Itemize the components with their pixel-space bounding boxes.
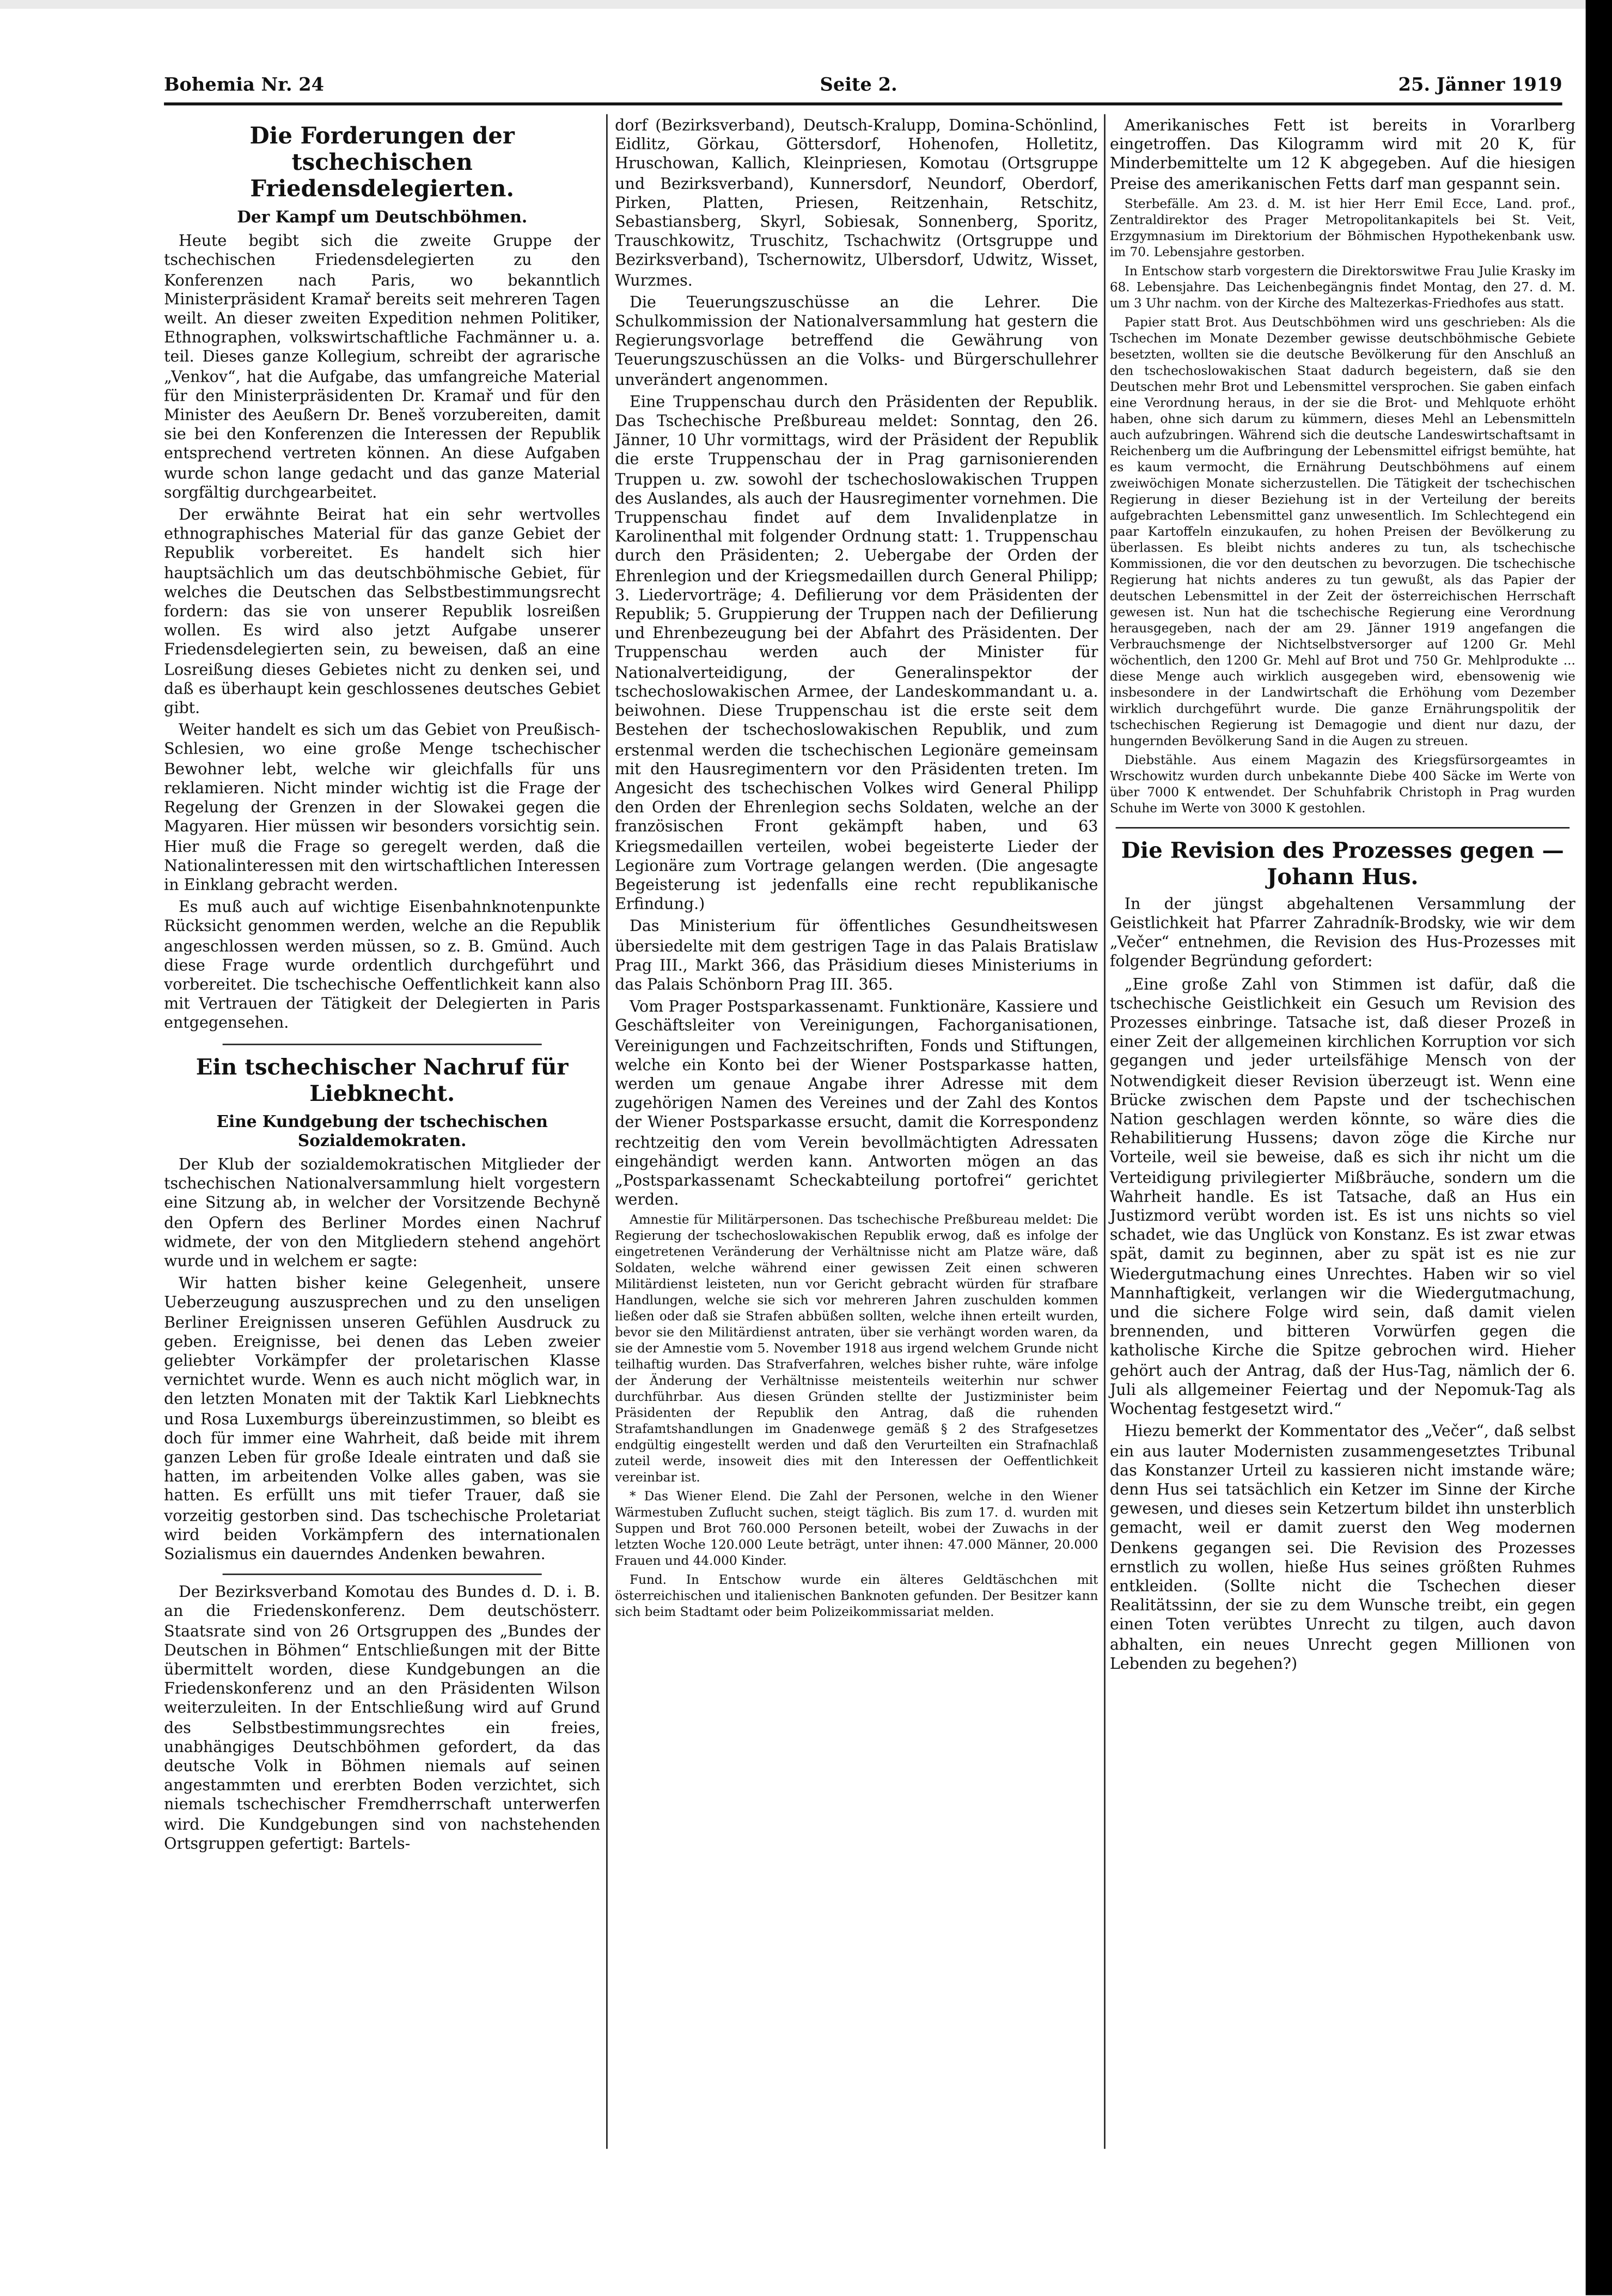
paragraph: Der Klub der sozialdemokratischen Mitglieder der tschechischen Nationalversammlung hielt vorgestern eine Sitzung ab, in welcher der Vorsitzende Bechyně den Opfern des Berliner Mordes einen Nachruf widmete, der von den Mitgliedern stehend angehört wurde und in welchem er sagte:	[164, 1156, 601, 1271]
small-paragraph: * Das Wiener Elend. Die Zahl der Personen, welche in den Wiener Wärmestuben Zuflucht suchen, steigt täglich. Bis zum 17. d. wurden mit Suppen und Brot 760.000 Personen beteilt, wobei der Zuwachs in der letzten Woche 120.000 Leute beträgt, unter ihnen: 47.000 Männer, 20.000 Frauen und 44.000 Kinder.	[615, 1490, 1098, 1570]
small-paragraph: In Entschow starb vorgestern die Direktorswitwe Frau Julie Krasky im 68. Lebensjahre. Das Leichenbegängnis findet Montag, den 27. d. M. um 3 Uhr nachm. von der Kirche des Maltezerkas-Friedhofes aus statt.	[1109, 265, 1576, 312]
paragraph: Eine Truppenschau durch den Präsidenten der Republik. Das Tschechische Preßbureau meldet: Sonntag, den 26. Jänner, 10 Uhr vormittags, wird der Präsident der Republik die erste Truppenschau der in Prag garnisonierenden Truppen u. zw. sowohl der tschechoslowakischen Truppen des Auslandes, als auch der Hausregimenter vornehmen. Die Truppenschau findet auf dem Invalidenplatze in Karolinenthal mit folgender Ordnung statt: 1. Truppenschau durch den Präsidenten; 2. Uebergabe der Orden der Ehrenlegion und der Kriegsmedaillen durch General Philipp; 3. Liedervorträge; 4. Defilierung vor dem Präsidenten der Republik; 5. Gruppierung der Truppen nach der Defilierung und Ehrenbezeugung bei der Abfahrt des Präsidenten. Der Truppenschau werden auch der Minister für Nationalverteidigung, der Generalinspektor der tschechoslowakischen Armee, der Landeskommandant u. a. beiwohnen. Diese Truppenschau ist die erste seit dem Bestehen der tschechoslowakischen Republik, und zum erstenmal werden die tschechischen Legionäre gemeinsam mit den Hausregimentern vor den Präsidenten treten. Im Angesicht des tschechischen Volkes wird General Philipp den Orden der Ehrenlegion sechs Soldaten, welche an der französischen Front gekämpft haben, und 63 Kriegsmedaillen verteilen, wobei begeisterte Lieder der Legionäre zum Vortrage gelangen werden. (Die angesagte Begeisterung ist jedenfalls eine recht republikanische Erfindung.)	[615, 393, 1098, 914]
paragraph: Die Teuerungszuschüsse an die Lehrer. Die Schulkommission der Nationalversammlung hat gestern die Regierungsvorlage betreffend die Gewährung von Teuerungszuschüssen an die Volks- und Bürgerschullehrer unverändert angenommen.	[615, 293, 1098, 389]
column-2	[615, 117, 1098, 1625]
scan-right-border	[1586, 0, 1612, 2295]
small-paragraph: Papier statt Brot. Aus Deutschböhmen wird uns geschrieben: Als die Tschechen im Monate Dezember gewisse deutschböhmische Gebiete besetzten, wollten sie die deutsche Bevölkerung für den Anschluß an den tschechoslowakischen Staat dadurch begeistern, daß sie den Deutschen mehr Brot und Lebensmittel versprochen. Sie gaben einfach eine Verordnung heraus, in der sie die Brot- und Mehlquote erhöht haben, ohne sich darum zu kümmern, dieses Mehl an Lebensmitteln auch aufzubringen. Während sich die deutsche Landeswirtschaftsamt in Reichenberg um die Aufbringung der Lebensmittel eifrigst bemühte, hat es kaum vermocht, die Ernährung Deutschböhmens auf einem zweiwöchigen Monate sicherzustellen. Die Tätigkeit der tschechischen Regierung in dieser Beziehung ist in der Verteilung der bereits aufgebrachten Lebensmittel ganz unwesentlich. Im Schlechtegend ein paar Kartoffeln einzukaufen, zu hohen Preisen der Bevölkerung zu überlassen. Es bleibt nichts anderes zu tun, als tschechische Kommissionen, die vor den deutschen zu bevorzugen. Die tschechische Regierung hat nichts anderes zu tun gewußt, als das Papier der deutschen Lebensmittel in der Zeit der österreichischen Herrschaft gewesen ist. Nun hat die tschechische Regierung eine Verordnung herausgegeben, nach der am 29. Jänner 1919 angefangen die Verbrauchsmenge der Nichtselbstversorger auf 1200 Gr. Mehl wöchentlich, den 1200 Gr. Mehl auf Brot und 750 Gr. Mehlprodukte ... diese Menge auch wirklich ausgegeben wird, ebensowenig wie insbesondere in der Landwirtschaft die Erhöhung vom Dezember wirklich durchgeführt wurde. Die ganze Ernährungspolitik der tschechischen Regierung ist Demagogie und dient nur dazu, der hungernden Bevölkerung Sand in die Augen zu streuen.	[1109, 316, 1576, 750]
paragraph: Amerikanisches Fett ist bereits in Vorarlberg eingetroffen. Das Kilogramm wird mit 20 K, für Minderbemittelte um 12 K abgegeben. Auf die hiesigen Preise des amerikanischen Fetts darf man gespannt sein.	[1109, 117, 1576, 193]
small-paragraph: Diebstähle. Aus einem Magazin des Kriegsfürsorgeamtes in Wrschowitz wurden durch unbekannte Diebe 400 Säcke im Werte von über 7000 K entwendet. Der Schuhfabrik Christoph in Prag wurden Schuhe im Werte von 3000 K gestohlen.	[1109, 754, 1576, 817]
paragraph: „Eine große Zahl von Stimmen ist dafür, daß die tschechische Geistlichkeit ein Gesuch um Revision des Prozesses einbringe. Tatsache ist, daß dieser Prozeß in einer Zeit der allgemeinen kirchlichen Korruption vor sich gegangen und jeder urteilsfähige Mensch von der Notwendigkeit dieser Revision überzeugt ist. Wenn eine Brücke zwischen dem Papste und der tschechischen Nation geschlagen werden könnte, so wäre dies die Rehabilitierung Hussens; davon zöge die Kirche nur Vorteile, weil sie beweise, daß es sich ihr nicht um die Verteidigung privilegierter Mißbräuche, sondern um die Wahrheit handle. Es ist Tatsache, daß an Hus ein Justizmord verübt worden ist. Es ist uns nichts so viel schadet, wie das Unglück von Konstanz. Es ist zwar etwas spät, damit zu beginnen, aber zu spät ist es nie zur Wiedergutmachung eines Unrechtes. Haben wir so viel Mannhaftigkeit, verlangen wir die Wiedergutmachung, und die sichere Folge wird sein, daß damit vielen brennenden, und bitteren Vorwürfen gegen die katholische Kirche die Spitze gebrochen wird. Hieher gehört auch der Antrag, daß der Hus-Tag, nämlich der 6. Juli als allgemeiner Feiertag und der Nepomuk-Tag als Wochentag festgesetzt wird.“	[1109, 976, 1576, 1419]
paragraph: Vom Prager Postsparkassenamt. Funktionäre, Kassiere und Geschäftsleiter von Vereinigungen, Fachorganisationen, Vereinigungen und Fachzeitschriften, Fonds und Stiftungen, welche ein Konto bei der Wiener Postsparkasse hatten, werden um genaue Angabe ihrer Adresse mit dem zugehörigen Namen des Vereines und der Zahl des Kontos der Wiener Postsparkasse ersucht, damit die Korrespondenz rechtzeitig den vom Verein bevollmächtigten Adressaten eingehändigt werden kann. Antworten mögen an das „Postsparkassenamt Scheckabteilung portofrei“ gerichtet werden.	[615, 998, 1098, 1210]
column-divider-1	[606, 114, 608, 2149]
issue-date: 25. Jänner 1919	[1398, 73, 1562, 95]
section-rule	[1116, 826, 1570, 828]
paper-issue: Bohemia Nr. 24	[164, 73, 325, 95]
small-paragraph: Fund. In Entschow wurde ein älteres Geldtäschchen mit österreichischen und italienischen Banknoten gefunden. Der Besitzer kann sich beim Stadtamt oder beim Polizeikommissariat melden.	[615, 1574, 1098, 1621]
article-subtitle-kundgebung: Eine Kundgebung der tschechischen Sozialdemokraten.	[216, 1111, 548, 1150]
paragraph: Der erwähnte Beirat hat ein sehr wertvolles ethnographisches Material für das ganze Gebiet der Republik vorbereitet. Es handelt sich hier hauptsächlich um das deutschböhmische Gebiet, für welches die Deutschen das Selbstbestimmungsrecht fordern: das sie von unserer Republik losreißen wollen. Es wird also jetzt Aufgabe unserer Friedensdelegierten sein, zu beweisen, daß an eine Losreißung dieses Gebietes nicht zu denken sei, und daß es überhaupt kein geschlossenes deutsches Gebiet gibt.	[164, 506, 601, 718]
article-subtitle-kampf: Der Kampf um Deutschböhmen.	[237, 207, 528, 227]
article-title-forderungen: Die Forderungen der tschechischen Friedensdelegierten.	[249, 121, 515, 203]
small-paragraph: Sterbefälle. Am 23. d. M. ist hier Herr Emil Ecce, Land. prof., Zentraldirektor des Prager Metropolitankapitels bei St. Veit, Erzgymnasium im Direktorium der Böhmischen Hypothekenbank usw. im 70. Lebensjahre gestorben.	[1109, 197, 1576, 261]
paragraph: Weiter handelt es sich um das Gebiet von Preußisch-Schlesien, wo eine große Menge tschechischer Bewohner lebt, welche wir gleichfalls für uns reklamieren. Nicht minder wichtig ist die Frage der Regelung der Grenzen in der Slowakei gegen die Magyaren. Hier müssen wir besonders vorsichtig sein. Hier muß die Frage so geregelt werden, daß die Nationalinteressen mit den wirtschaftlichen Interessen in Einklang gebracht werden.	[164, 722, 601, 895]
article-title-liebknecht: Ein tschechischer Nachruf für Liebknecht.	[196, 1053, 569, 1106]
section-rule	[223, 1043, 542, 1045]
article-title-hus: Die Revision des Prozesses gegen — Johann Hus.	[1121, 837, 1564, 890]
page-number: Seite 2.	[820, 73, 897, 95]
column-1	[164, 117, 600, 1858]
section-rule	[223, 1574, 542, 1576]
paragraph: Der Bezirksverband Komotau des Bundes d. D. i. B. an die Friedenskonferenz. Dem deutschösterr. Staatsrate sind von 26 Ortsgruppen des „Bundes der Deutschen in Böhmen“ Entschließungen mit der Bitte übermittelt worden, diese Kundgebungen an die Friedenskonferenz und an den Präsidenten Wilson weiterzuleiten. In der Entschließung wird auf Grund des Selbstbestimmungsrechtes ein freies, unabhängiges Deutschböhmen gefordert, da das deutsche Volk in Böhmen niemals auf seinen angestammten und ererbten Boden verzichtet, sich niemals tschechischer Fremdherrschaft unterwerfen wird. Die Kundgebungen sind von nachstehenden Ortsgruppen gefertigt: Bartels-	[164, 1584, 601, 1853]
paragraph: In der jüngst abgehaltenen Versammlung der Geistlichkeit hat Pfarrer Zahradník-Brodsky, wie wir dem „Večer“ entnehmen, die Revision des Hus-Prozesses mit folgender Begründung gefordert:	[1109, 895, 1576, 971]
small-paragraph: Amnestie für Militärpersonen. Das tschechische Preßbureau meldet: Die Regierung der tschechoslowakischen Republik erwog, daß es infolge der eingetretenen Veränderung der Verhältnisse nicht am Platze wäre, daß Soldaten, welche während einer gewissen Zeit einen schweren Militärdienst leisteten, nun vor Gericht gebracht würden für strafbare Handlungen, welche sie sich vor mehreren Jahren zuschulden kommen ließen oder daß sie Strafen abbüßen sollten, welche ihnen erteilt wurden, bevor sie den Militärdienst antraten, über sie verhängt worden waren, da sie der Amnestie vom 5. November 1918 aus irgend welchem Grunde nicht teilhaftig wurden. Das Strafverfahren, welches bisher ruhte, wäre infolge der Änderung der Verhältnisse meistenteils weiterhin nur schwer durchführbar. Aus diesen Gründen stellte der Justizminister beim Präsidenten der Republik den Antrag, daß die ruhenden Strafamtshandlungen im Gnadenwege gemäß § 2 des Strafgesetzes endgültig eingestellt werden und daß den Verurteilten ein Strafnachlaß zuteil werde, insoweit dies mit den Interessen der Oeffentlichkeit vereinbar ist.	[615, 1214, 1098, 1486]
paragraph: Das Ministerium für öffentliches Gesundheitswesen übersiedelte mit dem gestrigen Tage in das Palais Bratislaw Prag III., Markt 366, das Präsidium dieses Ministeriums in das Palais Schönborn Prag III. 365.	[615, 918, 1098, 994]
header-rule	[164, 102, 1562, 105]
paragraph: Wir hatten bisher keine Gelegenheit, unsere Ueberzeugung auszusprechen und zu den unseligen Berliner Ereignissen unseren Gefühlen Ausdruck zu geben. Ereignisse, bei denen das Leben zweier geliebter Vorkämpfer der proletarischen Klasse vernichtet wurde. Wenn es auch nicht möglich war, in den letzten Monaten mit der Taktik Karl Liebknechts und Rosa Luxemburgs übereinzustimmen, so bleibt es doch für immer eine Wahrheit, daß beide mit ihrem ganzen Leben für große Ideale eintraten und daß sie hatten, im arbeitenden Volke alles gaben, was sie hatten. Es erfüllt uns mit tiefer Trauer, daß sie vorzeitig gestorben sind. Das tschechische Proletariat wird beiden Vorkämpfern des internationalen Sozialismus ein dauerndes Andenken bewahren.	[164, 1275, 601, 1564]
paragraph: Heute begibt sich die zweite Gruppe der tschechischen Friedensdelegierten zu den Konferenzen nach Paris, wo bekanntlich Ministerpräsident Kramař bereits seit mehreren Tagen weilt. An dieser zweiten Expedition nehmen Politiker, Ethnographen, volkswirtschaftliche Fachmänner u. a. teil. Dieses ganze Kollegium, schreibt der agrarische „Venkov“, hat die Aufgabe, das umfangreiche Material für den Ministerpräsidenten Dr. Kramař und für den Minister des Aeußern Dr. Beneš vorzubereiten, damit sie bei den Konferenzen die Interessen der Republik entsprechend vertreten können. An diese Aufgaben wurde schon lange gedacht und das ganze Material sorgfältig durchgearbeitet.	[164, 233, 601, 502]
column-3	[1110, 117, 1576, 1677]
paragraph: Es muß auch auf wichtige Eisenbahnknotenpunkte Rücksicht genommen werden, welche an die Republik angeschlossen werden müssen, so z. B. Gmünd. Auch diese Frage wurde ordentlich durchgeführt und vorbereitet. Die tschechische Oeffentlichkeit kann also mit Vertrauen der Tätigkeit der Delegierten in Paris entgegensehen.	[164, 899, 601, 1033]
paragraph: dorf (Bezirksverband), Deutsch-Kralupp, Domina-Schönlind, Eidlitz, Görkau, Göttersdorf, Hohenofen, Holletitz, Hruschowan, Kallich, Kleinpriesen, Komotau (Ortsgruppe und Bezirksverband), Kunnersdorf, Neundorf, Oberdorf, Pirken, Platten, Priesen, Reitzenhain, Retschitz, Sebastiansberg, Skyrl, Sobiesak, Sonnenberg, Sporitz, Trauschkowitz, Truschitz, Tschachwitz (Ortsgruppe und Bezirksverband), Tschernowitz, Ulbersdorf, Udwitz, Wisset, Wurzmes.	[615, 117, 1098, 290]
paragraph: Hiezu bemerkt der Kommentator des „Večer“, daß selbst ein aus lauter Modernisten zusammengesetztes Tribunal das Konstanzer Urteil zu kassieren nicht imstande wäre; denn Hus sei tatsächlich ein Ketzer im Sinne der Kirche gewesen, und dieses sein Ketzertum bildet ihn unsterblich gemacht, weil er damit zuerst den Weg modernen Denkens gegangen sei. Die Revision des Prozesses ernstlich zu wollen, hieße Hus seines größten Ruhmes entkleiden. (Sollte nicht die Tschechen dieser Realitätssinn, der sie zu dem Wunsche treibt, ein gegen einen Toten verübtes Unrecht zu tilgen, auch davon abhalten, ein neues Unrecht gegen Millionen von Lebenden zu begehen?)	[1109, 1423, 1576, 1673]
page-header	[164, 73, 1562, 99]
page-top-edge	[0, 0, 1612, 9]
column-divider-2	[1104, 114, 1106, 2149]
